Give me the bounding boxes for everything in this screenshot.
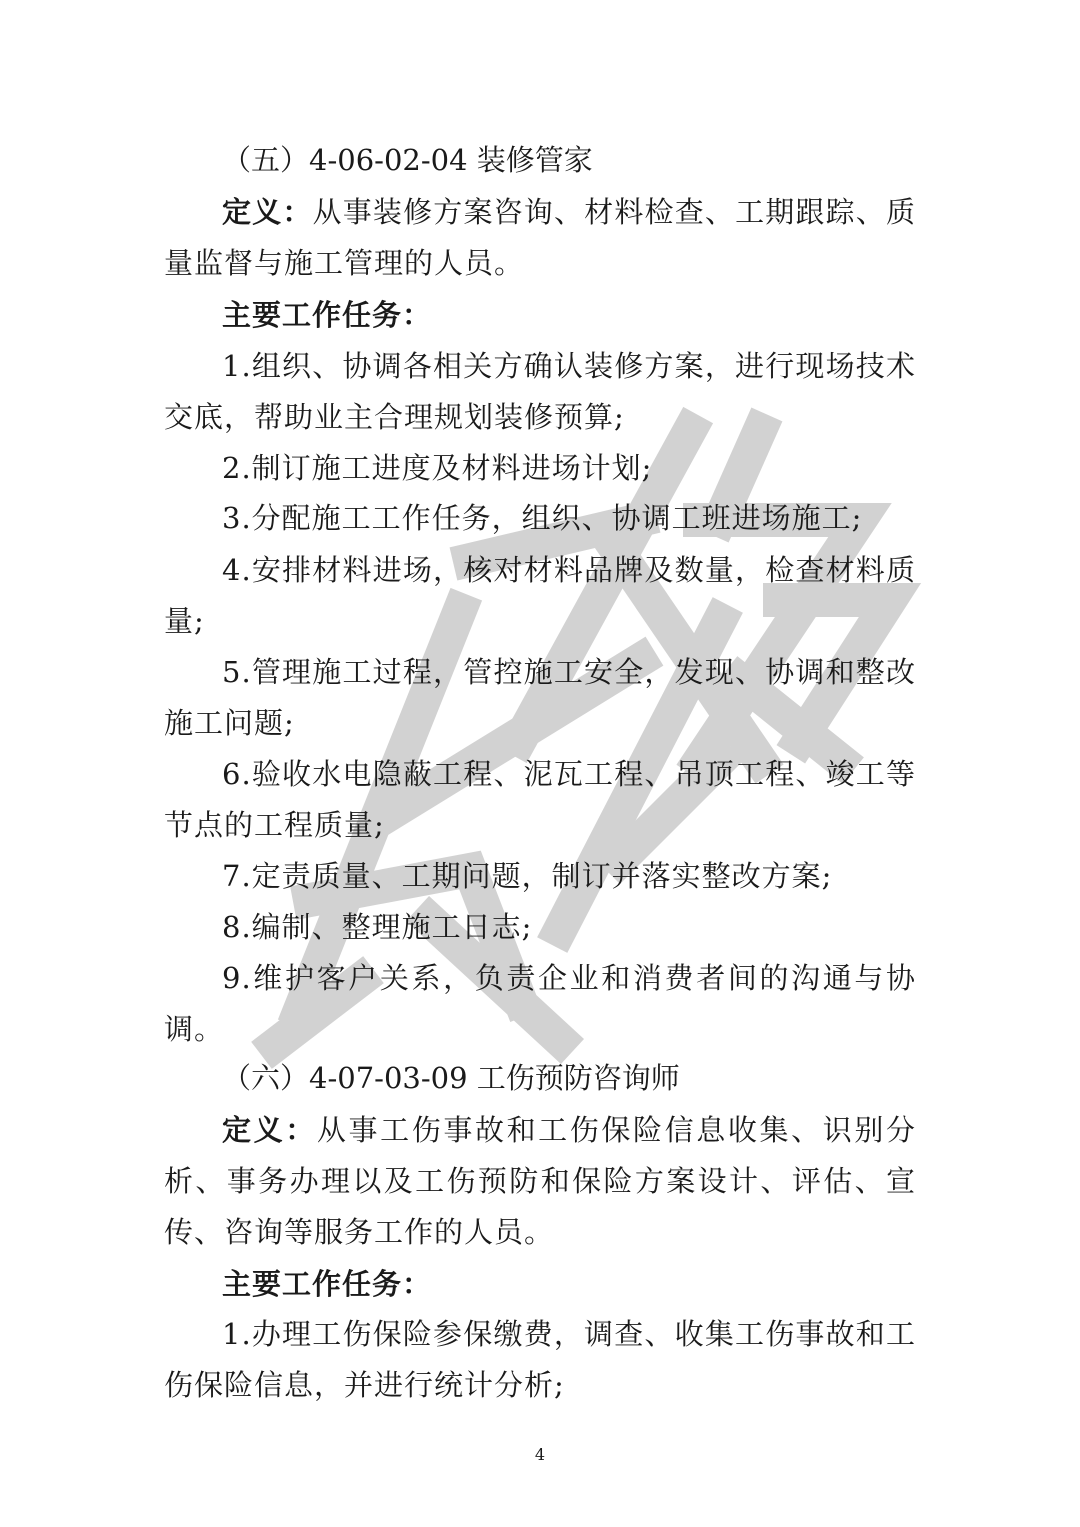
- definition-label: 定义：: [222, 195, 313, 229]
- section-6-definition-line-1: [222, 1112, 916, 1148]
- section-5-task-4-line-2: 量;: [164, 604, 205, 638]
- section-5-task-5-line-1: 5.管理施工过程，管控施工安全，发现、协调和整改: [222, 655, 916, 689]
- definition-text: 从事工伤事故和工伤保险信息收集、识别分: [316, 1113, 916, 1147]
- section-5-definition-line-2: 量监督与施工管理的人员。: [164, 246, 525, 280]
- section-5-task-6-line-1: 6.验收水电隐蔽工程、泥瓦工程、吊顶工程、竣工等: [222, 757, 916, 791]
- section-5-task-1-line-2: 交底，帮助业主合理规划装修预算;: [164, 400, 625, 434]
- section-5-task-9-line-2: 调。: [164, 1012, 225, 1046]
- section-5-task-4-line-1: 4.安排材料进场，核对材料品牌及数量，检查材料质: [222, 553, 916, 587]
- section-5-task-8: 8.编制、整理施工日志;: [222, 910, 533, 944]
- section-5-task-6-line-2: 节点的工程质量;: [164, 808, 385, 842]
- section-5-tasks-label: 主要工作任务：: [222, 298, 433, 332]
- section-5-task-1-line-1: 1.组织、协调各相关方确认装修方案，进行现场技术: [222, 349, 916, 383]
- section-5-task-7: 7.定责质量、工期问题，制订并落实整改方案;: [222, 859, 833, 893]
- section-6-definition-line-3: 传、咨询等服务工作的人员。: [164, 1215, 555, 1249]
- section-5-task-5-line-2: 施工问题;: [164, 706, 295, 740]
- section-6-task-1-line-1: 1.办理工伤保险参保缴费，调查、收集工伤事故和工: [222, 1317, 916, 1351]
- section-5-heading: （五）4-06-02-04 装修管家: [222, 143, 593, 177]
- section-5-task-3: 3.分配施工工作任务，组织、协调工班进场施工;: [222, 501, 863, 535]
- section-6-tasks-label: 主要工作任务：: [222, 1267, 433, 1301]
- section-5-task-2: 2.制订施工进度及材料进场计划;: [222, 451, 653, 485]
- section-6-heading: （六）4-07-03-09 工伤预防咨询师: [222, 1061, 680, 1095]
- section-5-definition-line-1: [222, 194, 916, 230]
- definition-label: 定义：: [222, 1113, 317, 1147]
- definition-text: 从事装修方案咨询、材料检查、工期跟踪、质: [312, 195, 916, 229]
- page-number: 4: [534, 1445, 546, 1464]
- section-6-definition-line-2: 析、事务办理以及工伤预防和保险方案设计、评估、宣: [164, 1164, 916, 1198]
- section-5-task-9-line-1: 9.维护客户关系，负责企业和消费者间的沟通与协: [222, 961, 916, 995]
- section-6-task-1-line-2: 伤保险信息，并进行统计分析;: [164, 1368, 565, 1402]
